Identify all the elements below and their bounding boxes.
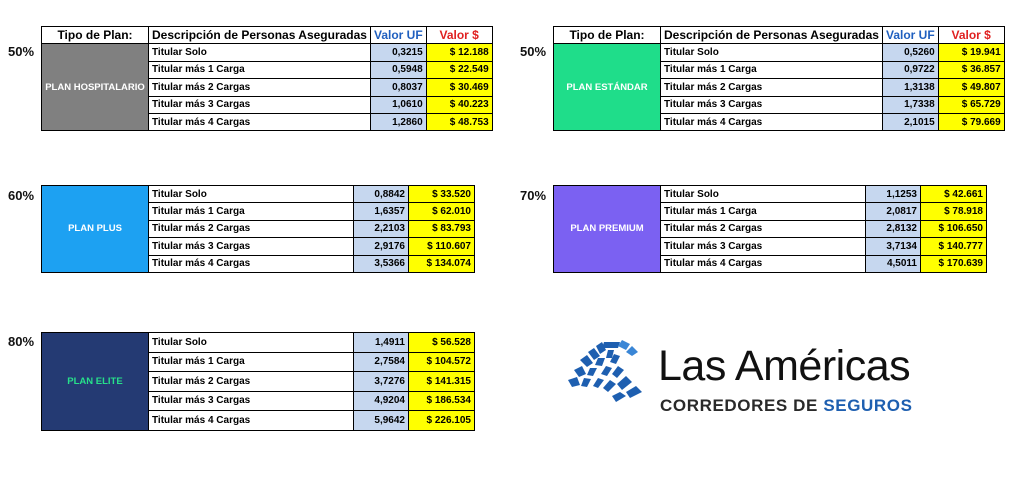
- row-description: Titular más 2 Cargas: [149, 220, 354, 237]
- row-description: Titular más 2 Cargas: [661, 220, 866, 237]
- row-value-clp: $ 134.074: [409, 255, 475, 272]
- row-description: Titular más 3 Cargas: [661, 238, 866, 255]
- plan-name-cell: PLAN PLUS: [42, 186, 149, 273]
- row-value-clp: $ 104.572: [409, 352, 475, 372]
- row-value-uf: 1,2860: [370, 113, 426, 130]
- table-row: [554, 44, 1005, 61]
- plan-name-cell: PLAN ELITE: [42, 333, 149, 431]
- row-value-uf: 2,2103: [354, 220, 409, 237]
- plan-name-cell: PLAN PREMIUM: [554, 186, 661, 273]
- row-value-clp: $ 22.549: [426, 61, 492, 78]
- row-description: Titular Solo: [661, 44, 883, 61]
- row-value-clp: $ 170.639: [921, 255, 987, 272]
- row-description: Titular más 1 Carga: [149, 203, 354, 220]
- coverage-percent: 50%: [8, 44, 35, 59]
- row-description: Titular más 3 Cargas: [149, 391, 354, 411]
- row-value-uf: 3,5366: [354, 255, 409, 272]
- plan-table-elite: [41, 332, 475, 431]
- row-value-clp: $ 106.650: [921, 220, 987, 237]
- row-value-clp: $ 40.223: [426, 96, 492, 113]
- row-value-uf: 0,9722: [882, 61, 938, 78]
- row-value-clp: $ 110.607: [409, 238, 475, 255]
- row-description: Titular más 1 Carga: [149, 61, 371, 78]
- row-description: Titular Solo: [149, 186, 354, 203]
- header-valor-clp: Valor $: [938, 27, 1004, 44]
- row-value-clp: $ 49.807: [938, 79, 1004, 96]
- coverage-percent: 60%: [8, 188, 35, 203]
- row-value-clp: $ 83.793: [409, 220, 475, 237]
- row-description: Titular más 1 Carga: [661, 61, 883, 78]
- row-description: Titular más 1 Carga: [661, 203, 866, 220]
- row-value-uf: 0,3215: [370, 44, 426, 61]
- row-value-uf: 2,7584: [354, 352, 409, 372]
- row-value-clp: $ 141.315: [409, 372, 475, 392]
- row-value-uf: 0,8037: [370, 79, 426, 96]
- row-value-uf: 2,0817: [866, 203, 921, 220]
- row-description: Titular más 2 Cargas: [149, 79, 371, 96]
- table-row: [554, 186, 987, 203]
- row-value-clp: $ 12.188: [426, 44, 492, 61]
- logo-subtitle-blue: SEGUROS: [823, 396, 913, 415]
- row-value-uf: 1,4911: [354, 333, 409, 353]
- header-tipo-plan: Tipo de Plan:: [554, 27, 661, 44]
- row-value-clp: $ 140.777: [921, 238, 987, 255]
- header-row: [554, 27, 1005, 44]
- plan-name-cell: PLAN HOSPITALARIO: [42, 44, 149, 131]
- globe-logo-icon: [560, 338, 654, 404]
- row-value-clp: $ 226.105: [409, 411, 475, 431]
- row-value-clp: $ 62.010: [409, 203, 475, 220]
- row-description: Titular Solo: [149, 333, 354, 353]
- row-value-uf: 0,5948: [370, 61, 426, 78]
- row-value-uf: 0,8842: [354, 186, 409, 203]
- coverage-percent: 50%: [520, 44, 547, 59]
- logo-subtitle: [660, 396, 913, 416]
- row-value-uf: 1,7338: [882, 96, 938, 113]
- row-value-clp: $ 42.661: [921, 186, 987, 203]
- row-value-uf: 4,9204: [354, 391, 409, 411]
- plan-table-plus: [41, 185, 475, 273]
- plan-table-estandar: [553, 26, 1005, 131]
- table-row: [42, 186, 475, 203]
- row-description: Titular más 4 Cargas: [149, 411, 354, 431]
- row-description: Titular más 2 Cargas: [149, 372, 354, 392]
- header-valor-uf: Valor UF: [882, 27, 938, 44]
- header-descripcion: Descripción de Personas Aseguradas: [661, 27, 883, 44]
- row-value-uf: 2,1015: [882, 113, 938, 130]
- coverage-percent: 80%: [8, 334, 35, 349]
- row-description: Titular más 2 Cargas: [661, 79, 883, 96]
- row-value-uf: 1,3138: [882, 79, 938, 96]
- table-row: [42, 44, 493, 61]
- row-description: Titular más 1 Carga: [149, 352, 354, 372]
- row-value-clp: $ 56.528: [409, 333, 475, 353]
- plan-table-premium: [553, 185, 987, 273]
- row-description: Titular Solo: [149, 44, 371, 61]
- header-descripcion: Descripción de Personas Aseguradas: [149, 27, 371, 44]
- row-value-clp: $ 79.669: [938, 113, 1004, 130]
- coverage-percent: 70%: [520, 188, 547, 203]
- row-description: Titular más 3 Cargas: [661, 96, 883, 113]
- row-value-clp: $ 33.520: [409, 186, 475, 203]
- row-value-uf: 2,8132: [866, 220, 921, 237]
- row-value-uf: 0,5260: [882, 44, 938, 61]
- row-description: Titular más 4 Cargas: [661, 113, 883, 130]
- plan-table-hospitalario: [41, 26, 493, 131]
- logo-subtitle-dark: CORREDORES DE: [660, 396, 818, 415]
- row-value-uf: 1,0610: [370, 96, 426, 113]
- header-tipo-plan: Tipo de Plan:: [42, 27, 149, 44]
- row-value-uf: 3,7276: [354, 372, 409, 392]
- row-description: Titular más 4 Cargas: [149, 113, 371, 130]
- row-value-clp: $ 65.729: [938, 96, 1004, 113]
- row-value-clp: $ 48.753: [426, 113, 492, 130]
- row-description: Titular más 3 Cargas: [149, 96, 371, 113]
- row-value-uf: 5,9642: [354, 411, 409, 431]
- header-valor-clp: Valor $: [426, 27, 492, 44]
- row-value-clp: $ 36.857: [938, 61, 1004, 78]
- logo-title: Las Américas: [658, 342, 911, 390]
- plan-name-cell: PLAN ESTÁNDAR: [554, 44, 661, 131]
- row-description: Titular más 4 Cargas: [661, 255, 866, 272]
- row-value-clp: $ 78.918: [921, 203, 987, 220]
- row-value-clp: $ 186.534: [409, 391, 475, 411]
- row-value-uf: 4,5011: [866, 255, 921, 272]
- header-row: [42, 27, 493, 44]
- row-value-uf: 3,7134: [866, 238, 921, 255]
- row-value-clp: $ 30.469: [426, 79, 492, 96]
- row-value-uf: 1,6357: [354, 203, 409, 220]
- row-value-uf: 2,9176: [354, 238, 409, 255]
- row-description: Titular Solo: [661, 186, 866, 203]
- table-row: [42, 333, 475, 353]
- row-description: Titular más 3 Cargas: [149, 238, 354, 255]
- row-value-clp: $ 19.941: [938, 44, 1004, 61]
- row-description: Titular más 4 Cargas: [149, 255, 354, 272]
- row-value-uf: 1,1253: [866, 186, 921, 203]
- header-valor-uf: Valor UF: [370, 27, 426, 44]
